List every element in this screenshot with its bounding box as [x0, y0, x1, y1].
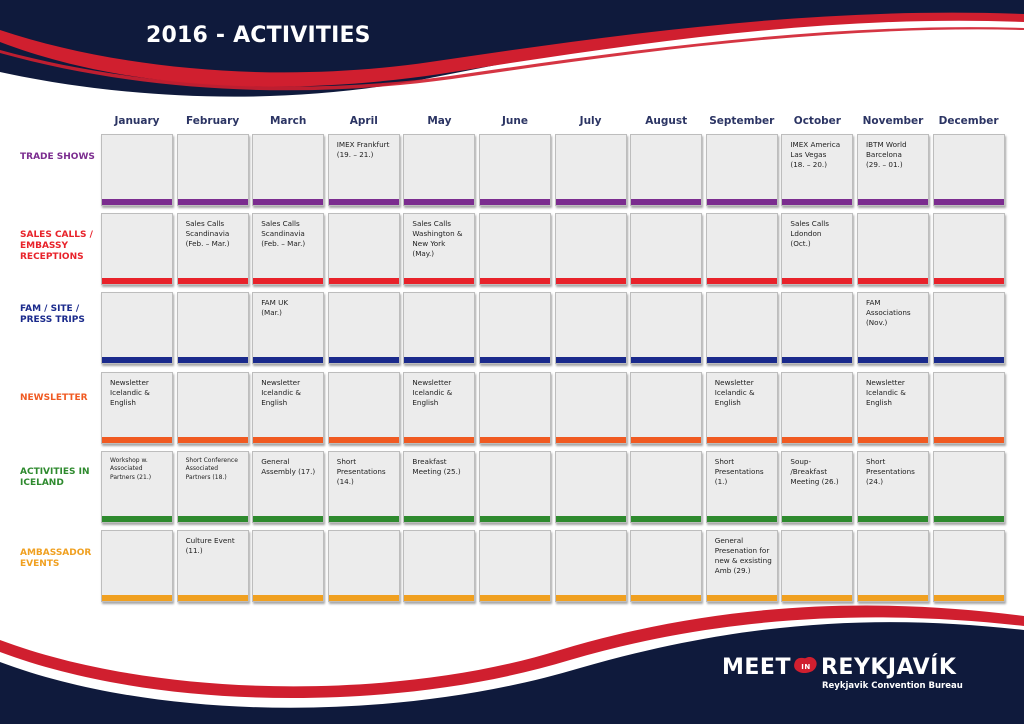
cell-text: Newsletter Icelandic & English [866, 377, 906, 407]
row-label-4 [20, 467, 90, 489]
row-label-line: RECEPTIONS [20, 252, 84, 262]
logo-in-text: IN [801, 663, 811, 671]
calendar-cell [781, 451, 853, 523]
category-color-strip [178, 516, 248, 522]
calendar-cell [177, 213, 249, 285]
category-color-strip [329, 595, 399, 601]
category-color-strip [404, 516, 474, 522]
category-color-strip [934, 199, 1004, 205]
month-header-july: July [579, 115, 602, 127]
category-color-strip [782, 199, 852, 205]
logo-city: REYKJAVÍK [820, 655, 957, 680]
category-color-strip [556, 595, 626, 601]
calendar-cell [706, 213, 778, 285]
calendar-cell [781, 213, 853, 285]
cell-text: Sales Calls Washington & New York (May.) [412, 219, 463, 259]
calendar-cell [177, 530, 249, 602]
calendar-cell [328, 530, 400, 602]
category-color-strip [178, 357, 248, 363]
calendar-cell [403, 134, 475, 206]
row-label-line: ICELAND [20, 478, 64, 488]
category-color-strip [707, 595, 777, 601]
row-label-line: FAM / SITE / [20, 304, 80, 314]
category-color-strip [404, 595, 474, 601]
cell-text: Sales Calls Scandinavia (Feb. – Mar.) [185, 219, 230, 249]
month-header-november: November [862, 115, 924, 127]
category-color-strip [858, 595, 928, 601]
month-header-october: October [793, 115, 841, 127]
calendar-cell [857, 292, 929, 364]
category-color-strip [556, 278, 626, 284]
category-color-strip [253, 437, 323, 443]
calendar-cell [328, 134, 400, 206]
calendar-cell [101, 372, 173, 444]
logo-meet: MEET [722, 655, 791, 680]
cell-text: Workshop w. Associated Partners (21.) [110, 456, 152, 481]
calendar-cell [252, 134, 324, 206]
month-header-february: February [186, 115, 240, 127]
row-label-3 [20, 393, 88, 404]
calendar-cell [630, 213, 702, 285]
cell-text: Short Presentations (24.) [866, 456, 915, 486]
calendar-cell [177, 451, 249, 523]
logo-subtitle: Reykjavik Convention Bureau [822, 681, 963, 691]
category-color-strip [480, 516, 550, 522]
category-color-strip [782, 437, 852, 443]
category-color-strip [253, 278, 323, 284]
category-color-strip [707, 278, 777, 284]
calendar-cell [328, 451, 400, 523]
month-header-may: May [427, 115, 452, 127]
category-color-strip [253, 199, 323, 205]
calendar-cell [555, 530, 627, 602]
category-color-strip [329, 278, 399, 284]
category-color-strip [707, 199, 777, 205]
calendar-cell [933, 451, 1005, 523]
calendar-cell [101, 530, 173, 602]
category-color-strip [631, 595, 701, 601]
cell-text: Soup- /Breakfast Meeting (26.) [790, 456, 839, 486]
calendar-cell [857, 451, 929, 523]
row-label-line: SALES CALLS / [20, 230, 93, 240]
category-color-strip [480, 595, 550, 601]
category-color-strip [934, 437, 1004, 443]
category-color-strip [934, 595, 1004, 601]
category-color-strip [480, 357, 550, 363]
cell-text: Newsletter Icelandic & English [110, 377, 150, 407]
row-label-5 [20, 548, 91, 570]
row-label-line: EVENTS [20, 559, 60, 569]
calendar-cell [328, 213, 400, 285]
calendar-cell [706, 372, 778, 444]
cell-text: Newsletter Icelandic & English [412, 377, 453, 407]
category-color-strip [782, 595, 852, 601]
calendar-cell [857, 134, 929, 206]
calendar-cell [252, 213, 324, 285]
category-color-strip [480, 278, 550, 284]
calendar-cell [479, 530, 551, 602]
row-label-1 [20, 230, 93, 263]
calendar-cell [479, 451, 551, 523]
calendar-cell [252, 530, 324, 602]
category-color-strip [858, 357, 928, 363]
category-color-strip [329, 437, 399, 443]
calendar-cell [555, 292, 627, 364]
page-title: 2016 - ACTIVITIES [146, 23, 371, 48]
calendar-cell [403, 292, 475, 364]
calendar-cell [101, 134, 173, 206]
category-color-strip [707, 437, 777, 443]
calendar-cell [555, 213, 627, 285]
calendar-cell [781, 372, 853, 444]
category-color-strip [102, 357, 172, 363]
category-color-strip [102, 516, 172, 522]
category-color-strip [102, 437, 172, 443]
calendar-cell [857, 213, 929, 285]
category-color-strip [404, 437, 474, 443]
category-color-strip [631, 437, 701, 443]
cell-text: IMEX Frankfurt (19. – 21.) [336, 140, 390, 159]
category-color-strip [329, 516, 399, 522]
row-label-line: EMBASSY [20, 241, 69, 251]
cell-text: FAM Associations (Nov.) [866, 298, 911, 328]
category-color-strip [178, 437, 248, 443]
calendar-cell [403, 451, 475, 523]
row-label-line: NEWSLETTER [20, 393, 88, 403]
calendar-cell [630, 372, 702, 444]
category-color-strip [329, 357, 399, 363]
calendar-cell [781, 530, 853, 602]
meet-in-reykjavik-logo [722, 655, 963, 695]
cell-text: Culture Event (11.) [185, 536, 235, 555]
month-header-march: March [269, 115, 307, 127]
cell-text: Sales Calls Scandinavia (Feb. – Mar.) [261, 219, 306, 249]
cell-text: FAM UK (Mar.) [261, 298, 289, 318]
category-color-strip [102, 199, 172, 205]
category-color-strip [253, 595, 323, 601]
calendar-cell [403, 372, 475, 444]
cell-text: Short Conference Associated Partners (18.) [185, 456, 238, 481]
category-color-strip [858, 278, 928, 284]
cell-text: Newsletter Icelandic & English [714, 377, 755, 407]
category-color-strip [631, 357, 701, 363]
category-color-strip [404, 199, 474, 205]
cell-text: Newsletter Icelandic & English [261, 377, 302, 407]
row-label-line: ACTIVITIES IN [20, 467, 90, 477]
month-header-june: June [502, 115, 528, 127]
calendar-cell [706, 292, 778, 364]
calendar-cell [101, 292, 173, 364]
category-color-strip [253, 516, 323, 522]
row-label-line: PRESS TRIPS [20, 315, 85, 325]
cell-text: Short Presentations (14.) [336, 456, 386, 486]
calendar-cell [479, 292, 551, 364]
calendar-cell [555, 372, 627, 444]
calendar-cell [781, 134, 853, 206]
category-color-strip [178, 595, 248, 601]
calendar-cell [933, 292, 1005, 364]
calendar-cell [630, 451, 702, 523]
calendar-cell [403, 213, 475, 285]
logo-in-badge [793, 656, 819, 676]
category-color-strip [858, 437, 928, 443]
calendar-cell [857, 372, 929, 444]
category-color-strip [631, 516, 701, 522]
calendar-cell [933, 134, 1005, 206]
category-color-strip [934, 516, 1004, 522]
calendar-cell [479, 134, 551, 206]
category-color-strip [631, 199, 701, 205]
calendar-cell [177, 372, 249, 444]
category-color-strip [178, 199, 248, 205]
calendar-cell [933, 213, 1005, 285]
calendar-cell [101, 451, 173, 523]
calendar-cell [328, 372, 400, 444]
category-color-strip [102, 595, 172, 601]
calendar-cell [933, 372, 1005, 444]
category-color-strip [707, 516, 777, 522]
calendar-cell [630, 530, 702, 602]
calendar-cell [555, 134, 627, 206]
row-label-line: TRADE SHOWS [20, 152, 95, 162]
category-color-strip [858, 199, 928, 205]
calendar-cell [177, 292, 249, 364]
calendar-cell [479, 213, 551, 285]
month-header-august: August [645, 115, 688, 127]
month-header-april: April [349, 115, 378, 127]
cell-text: General Assembly (17.) [261, 456, 316, 476]
category-color-strip [329, 199, 399, 205]
row-label-line: AMBASSADOR [20, 548, 92, 558]
cell-text: Short Presentations (1.) [714, 456, 764, 486]
cell-text: General Presenation for new & exsisting Amb (29.) [714, 536, 772, 575]
category-color-strip [404, 278, 474, 284]
calendar-cell [252, 372, 324, 444]
category-color-strip [480, 199, 550, 205]
category-color-strip [934, 278, 1004, 284]
category-color-strip [556, 199, 626, 205]
calendar-cell [252, 292, 324, 364]
category-color-strip [480, 437, 550, 443]
calendar-cell [630, 292, 702, 364]
calendar-cell [252, 451, 324, 523]
cell-text: Sales Calls Ldondon (Oct.) [790, 219, 829, 249]
calendar-cell [706, 451, 778, 523]
cell-text: IMEX America Las Vegas (18. – 20.) [790, 140, 841, 169]
category-color-strip [556, 357, 626, 363]
category-color-strip [782, 357, 852, 363]
month-header-january: January [114, 115, 160, 127]
calendar-cell [177, 134, 249, 206]
month-header-september: September [709, 115, 775, 127]
category-color-strip [858, 516, 928, 522]
category-color-strip [934, 357, 1004, 363]
calendar-cell [328, 292, 400, 364]
category-color-strip [253, 357, 323, 363]
row-label-2 [20, 304, 85, 326]
calendar-cell [403, 530, 475, 602]
calendar-cell [101, 213, 173, 285]
row-label-0 [20, 152, 95, 163]
calendar-cell [781, 292, 853, 364]
calendar-cell [933, 530, 1005, 602]
category-color-strip [782, 278, 852, 284]
month-header-december: December [938, 115, 999, 127]
category-color-strip [556, 516, 626, 522]
calendar-cell [479, 372, 551, 444]
category-color-strip [178, 278, 248, 284]
cell-text: IBTM World Barcelona (29. – 01.) [866, 140, 907, 169]
category-color-strip [556, 437, 626, 443]
category-color-strip [102, 278, 172, 284]
category-color-strip [782, 516, 852, 522]
calendar-cell [555, 451, 627, 523]
category-color-strip [631, 278, 701, 284]
calendar-cell [857, 530, 929, 602]
cell-text: Breakfast Meeting (25.) [412, 456, 461, 476]
calendar-cell [706, 134, 778, 206]
category-color-strip [404, 357, 474, 363]
calendar-cell [706, 530, 778, 602]
category-color-strip [707, 357, 777, 363]
calendar-cell [630, 134, 702, 206]
